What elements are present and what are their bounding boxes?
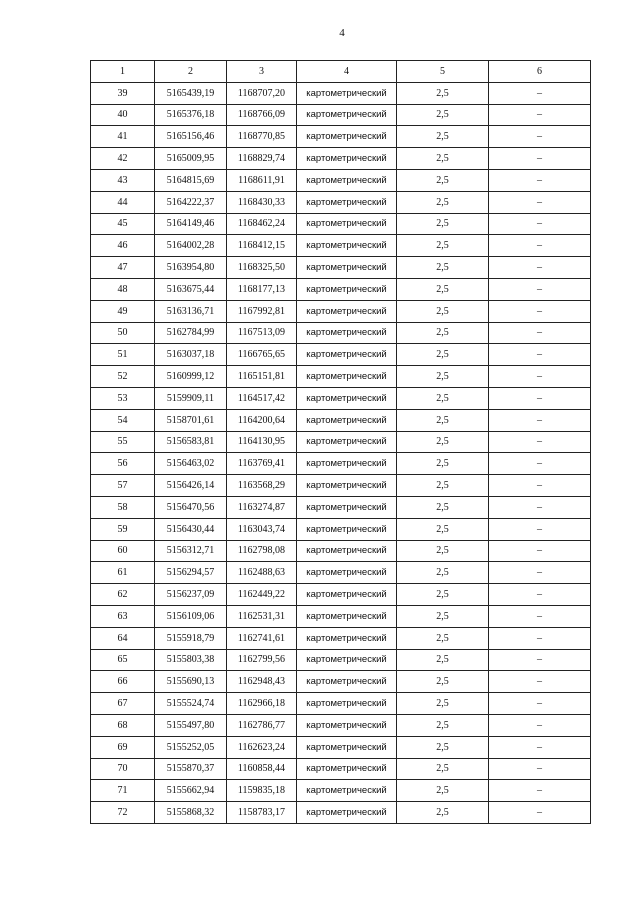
x-coordinate-cell: 5156109,06: [155, 605, 227, 627]
x-coordinate-cell: 5164002,28: [155, 235, 227, 257]
table-row: [91, 649, 591, 671]
note-cell: –: [489, 562, 591, 584]
method-cell: картометрический: [297, 366, 397, 388]
y-coordinate-cell: 1168325,50: [227, 257, 297, 279]
note-cell: –: [489, 300, 591, 322]
y-coordinate-cell: 1168177,13: [227, 278, 297, 300]
y-coordinate-cell: 1162488,63: [227, 562, 297, 584]
accuracy-cell: 2,5: [397, 540, 489, 562]
method-cell: картометрический: [297, 213, 397, 235]
y-coordinate-cell: 1168462,24: [227, 213, 297, 235]
table-row: [91, 475, 591, 497]
table-row: [91, 671, 591, 693]
method-cell: картометрический: [297, 278, 397, 300]
note-cell: –: [489, 104, 591, 126]
table-row: [91, 758, 591, 780]
y-coordinate-cell: 1158783,17: [227, 802, 297, 824]
y-coordinate-cell: 1163274,87: [227, 496, 297, 518]
table-row: [91, 322, 591, 344]
point-number-cell: 68: [91, 714, 155, 736]
point-number-cell: 64: [91, 627, 155, 649]
method-cell: картометрический: [297, 409, 397, 431]
y-coordinate-cell: 1159835,18: [227, 780, 297, 802]
x-coordinate-cell: 5155497,80: [155, 714, 227, 736]
accuracy-cell: 2,5: [397, 518, 489, 540]
y-coordinate-cell: 1168412,15: [227, 235, 297, 257]
table-row: [91, 518, 591, 540]
point-number-cell: 39: [91, 82, 155, 104]
table-row: [91, 257, 591, 279]
x-coordinate-cell: 5155918,79: [155, 627, 227, 649]
note-cell: –: [489, 736, 591, 758]
method-cell: картометрический: [297, 104, 397, 126]
accuracy-cell: 2,5: [397, 693, 489, 715]
accuracy-cell: 2,5: [397, 758, 489, 780]
point-number-cell: 47: [91, 257, 155, 279]
note-cell: –: [489, 671, 591, 693]
x-coordinate-cell: 5158701,61: [155, 409, 227, 431]
y-coordinate-cell: 1167513,09: [227, 322, 297, 344]
method-cell: картометрический: [297, 191, 397, 213]
x-coordinate-cell: 5156583,81: [155, 431, 227, 453]
note-cell: –: [489, 344, 591, 366]
point-number-cell: 50: [91, 322, 155, 344]
table-row: [91, 780, 591, 802]
note-cell: –: [489, 322, 591, 344]
point-number-cell: 58: [91, 496, 155, 518]
y-coordinate-cell: 1168430,33: [227, 191, 297, 213]
table-row: [91, 496, 591, 518]
y-coordinate-cell: 1163769,41: [227, 453, 297, 475]
method-cell: картометрический: [297, 169, 397, 191]
accuracy-cell: 2,5: [397, 802, 489, 824]
x-coordinate-cell: 5163954,80: [155, 257, 227, 279]
accuracy-cell: 2,5: [397, 671, 489, 693]
y-coordinate-cell: 1160858,44: [227, 758, 297, 780]
x-coordinate-cell: 5155803,38: [155, 649, 227, 671]
point-number-cell: 41: [91, 126, 155, 148]
x-coordinate-cell: 5155690,13: [155, 671, 227, 693]
note-cell: –: [489, 366, 591, 388]
x-coordinate-cell: 5155868,32: [155, 802, 227, 824]
note-cell: –: [489, 126, 591, 148]
table-row: [91, 213, 591, 235]
table-row: [91, 366, 591, 388]
table-row: [91, 104, 591, 126]
accuracy-cell: 2,5: [397, 169, 489, 191]
header-cell: 3: [227, 61, 297, 83]
accuracy-cell: 2,5: [397, 649, 489, 671]
accuracy-cell: 2,5: [397, 387, 489, 409]
x-coordinate-cell: 5164815,69: [155, 169, 227, 191]
accuracy-cell: 2,5: [397, 191, 489, 213]
point-number-cell: 48: [91, 278, 155, 300]
method-cell: картометрический: [297, 257, 397, 279]
y-coordinate-cell: 1165151,81: [227, 366, 297, 388]
point-number-cell: 70: [91, 758, 155, 780]
note-cell: –: [489, 431, 591, 453]
accuracy-cell: 2,5: [397, 344, 489, 366]
y-coordinate-cell: 1168829,74: [227, 148, 297, 170]
table-header-row: [91, 61, 591, 83]
point-number-cell: 51: [91, 344, 155, 366]
y-coordinate-cell: 1168770,85: [227, 126, 297, 148]
note-cell: –: [489, 148, 591, 170]
point-number-cell: 52: [91, 366, 155, 388]
table-row: [91, 409, 591, 431]
coordinates-table: [90, 60, 591, 824]
header-cell: 5: [397, 61, 489, 83]
y-coordinate-cell: 1162786,77: [227, 714, 297, 736]
method-cell: картометрический: [297, 802, 397, 824]
note-cell: –: [489, 169, 591, 191]
y-coordinate-cell: 1164517,42: [227, 387, 297, 409]
note-cell: –: [489, 649, 591, 671]
note-cell: –: [489, 409, 591, 431]
point-number-cell: 63: [91, 605, 155, 627]
x-coordinate-cell: 5160999,12: [155, 366, 227, 388]
y-coordinate-cell: 1162741,61: [227, 627, 297, 649]
point-number-cell: 42: [91, 148, 155, 170]
note-cell: –: [489, 780, 591, 802]
note-cell: –: [489, 213, 591, 235]
table-row: [91, 169, 591, 191]
note-cell: –: [489, 278, 591, 300]
method-cell: картометрический: [297, 540, 397, 562]
method-cell: картометрический: [297, 475, 397, 497]
method-cell: картометрический: [297, 584, 397, 606]
x-coordinate-cell: 5162784,99: [155, 322, 227, 344]
accuracy-cell: 2,5: [397, 453, 489, 475]
point-number-cell: 46: [91, 235, 155, 257]
note-cell: –: [489, 693, 591, 715]
y-coordinate-cell: 1162799,56: [227, 649, 297, 671]
accuracy-cell: 2,5: [397, 780, 489, 802]
method-cell: картометрический: [297, 300, 397, 322]
note-cell: –: [489, 584, 591, 606]
x-coordinate-cell: 5164149,46: [155, 213, 227, 235]
y-coordinate-cell: 1162449,22: [227, 584, 297, 606]
point-number-cell: 56: [91, 453, 155, 475]
point-number-cell: 61: [91, 562, 155, 584]
table-row: [91, 431, 591, 453]
method-cell: картометрический: [297, 693, 397, 715]
point-number-cell: 53: [91, 387, 155, 409]
method-cell: картометрический: [297, 148, 397, 170]
accuracy-cell: 2,5: [397, 82, 489, 104]
accuracy-cell: 2,5: [397, 605, 489, 627]
x-coordinate-cell: 5165009,95: [155, 148, 227, 170]
y-coordinate-cell: 1167992,81: [227, 300, 297, 322]
note-cell: –: [489, 475, 591, 497]
accuracy-cell: 2,5: [397, 409, 489, 431]
accuracy-cell: 2,5: [397, 257, 489, 279]
point-number-cell: 45: [91, 213, 155, 235]
y-coordinate-cell: 1162531,31: [227, 605, 297, 627]
accuracy-cell: 2,5: [397, 104, 489, 126]
x-coordinate-cell: 5159909,11: [155, 387, 227, 409]
accuracy-cell: 2,5: [397, 366, 489, 388]
method-cell: картометрический: [297, 736, 397, 758]
note-cell: –: [489, 453, 591, 475]
accuracy-cell: 2,5: [397, 584, 489, 606]
point-number-cell: 72: [91, 802, 155, 824]
x-coordinate-cell: 5165156,46: [155, 126, 227, 148]
table-row: [91, 714, 591, 736]
method-cell: картометрический: [297, 496, 397, 518]
x-coordinate-cell: 5165376,18: [155, 104, 227, 126]
point-number-cell: 62: [91, 584, 155, 606]
point-number-cell: 67: [91, 693, 155, 715]
x-coordinate-cell: 5163136,71: [155, 300, 227, 322]
x-coordinate-cell: 5156426,14: [155, 475, 227, 497]
y-coordinate-cell: 1166765,65: [227, 344, 297, 366]
table-body: [91, 82, 591, 823]
point-number-cell: 60: [91, 540, 155, 562]
note-cell: –: [489, 387, 591, 409]
y-coordinate-cell: 1164200,64: [227, 409, 297, 431]
y-coordinate-cell: 1168707,20: [227, 82, 297, 104]
point-number-cell: 49: [91, 300, 155, 322]
table-row: [91, 300, 591, 322]
x-coordinate-cell: 5156312,71: [155, 540, 227, 562]
point-number-cell: 59: [91, 518, 155, 540]
x-coordinate-cell: 5156470,56: [155, 496, 227, 518]
note-cell: –: [489, 758, 591, 780]
y-coordinate-cell: 1162948,43: [227, 671, 297, 693]
x-coordinate-cell: 5155252,05: [155, 736, 227, 758]
x-coordinate-cell: 5155662,94: [155, 780, 227, 802]
x-coordinate-cell: 5156237,09: [155, 584, 227, 606]
table-row: [91, 562, 591, 584]
y-coordinate-cell: 1164130,95: [227, 431, 297, 453]
note-cell: –: [489, 627, 591, 649]
table-row: [91, 453, 591, 475]
table-row: [91, 387, 591, 409]
accuracy-cell: 2,5: [397, 496, 489, 518]
note-cell: –: [489, 82, 591, 104]
y-coordinate-cell: 1162966,18: [227, 693, 297, 715]
accuracy-cell: 2,5: [397, 736, 489, 758]
header-cell: 1: [91, 61, 155, 83]
note-cell: –: [489, 191, 591, 213]
method-cell: картометрический: [297, 387, 397, 409]
y-coordinate-cell: 1163043,74: [227, 518, 297, 540]
table-row: [91, 82, 591, 104]
accuracy-cell: 2,5: [397, 475, 489, 497]
x-coordinate-cell: 5164222,37: [155, 191, 227, 213]
accuracy-cell: 2,5: [397, 714, 489, 736]
table-row: [91, 126, 591, 148]
table-row: [91, 693, 591, 715]
x-coordinate-cell: 5156463,02: [155, 453, 227, 475]
table-row: [91, 627, 591, 649]
x-coordinate-cell: 5156294,57: [155, 562, 227, 584]
x-coordinate-cell: 5163675,44: [155, 278, 227, 300]
method-cell: картометрический: [297, 453, 397, 475]
x-coordinate-cell: 5156430,44: [155, 518, 227, 540]
point-number-cell: 44: [91, 191, 155, 213]
note-cell: –: [489, 518, 591, 540]
point-number-cell: 43: [91, 169, 155, 191]
y-coordinate-cell: 1168611,91: [227, 169, 297, 191]
y-coordinate-cell: 1168766,09: [227, 104, 297, 126]
table-row: [91, 278, 591, 300]
accuracy-cell: 2,5: [397, 126, 489, 148]
accuracy-cell: 2,5: [397, 300, 489, 322]
method-cell: картометрический: [297, 344, 397, 366]
method-cell: картометрический: [297, 714, 397, 736]
table-row: [91, 584, 591, 606]
method-cell: картометрический: [297, 758, 397, 780]
table-row: [91, 191, 591, 213]
method-cell: картометрический: [297, 431, 397, 453]
note-cell: –: [489, 802, 591, 824]
accuracy-cell: 2,5: [397, 235, 489, 257]
method-cell: картометрический: [297, 82, 397, 104]
point-number-cell: 69: [91, 736, 155, 758]
x-coordinate-cell: 5163037,18: [155, 344, 227, 366]
accuracy-cell: 2,5: [397, 431, 489, 453]
x-coordinate-cell: 5155524,74: [155, 693, 227, 715]
y-coordinate-cell: 1163568,29: [227, 475, 297, 497]
method-cell: картометрический: [297, 562, 397, 584]
method-cell: картометрический: [297, 322, 397, 344]
header-cell: 2: [155, 61, 227, 83]
accuracy-cell: 2,5: [397, 148, 489, 170]
point-number-cell: 57: [91, 475, 155, 497]
method-cell: картометрический: [297, 126, 397, 148]
note-cell: –: [489, 496, 591, 518]
method-cell: картометрический: [297, 235, 397, 257]
table-row: [91, 802, 591, 824]
point-number-cell: 65: [91, 649, 155, 671]
table-row: [91, 148, 591, 170]
note-cell: –: [489, 605, 591, 627]
accuracy-cell: 2,5: [397, 627, 489, 649]
accuracy-cell: 2,5: [397, 213, 489, 235]
table-row: [91, 540, 591, 562]
table-row: [91, 736, 591, 758]
table-row: [91, 235, 591, 257]
note-cell: –: [489, 257, 591, 279]
point-number-cell: 66: [91, 671, 155, 693]
method-cell: картометрический: [297, 671, 397, 693]
point-number-cell: 71: [91, 780, 155, 802]
method-cell: картометрический: [297, 518, 397, 540]
method-cell: картометрический: [297, 649, 397, 671]
method-cell: картометрический: [297, 605, 397, 627]
method-cell: картометрический: [297, 627, 397, 649]
point-number-cell: 54: [91, 409, 155, 431]
table-row: [91, 344, 591, 366]
header-cell: 6: [489, 61, 591, 83]
accuracy-cell: 2,5: [397, 278, 489, 300]
x-coordinate-cell: 5155870,37: [155, 758, 227, 780]
note-cell: –: [489, 714, 591, 736]
page-number: 4: [339, 27, 345, 39]
accuracy-cell: 2,5: [397, 562, 489, 584]
note-cell: –: [489, 235, 591, 257]
method-cell: картометрический: [297, 780, 397, 802]
y-coordinate-cell: 1162798,08: [227, 540, 297, 562]
point-number-cell: 55: [91, 431, 155, 453]
note-cell: –: [489, 540, 591, 562]
table-row: [91, 605, 591, 627]
point-number-cell: 40: [91, 104, 155, 126]
y-coordinate-cell: 1162623,24: [227, 736, 297, 758]
x-coordinate-cell: 5165439,19: [155, 82, 227, 104]
accuracy-cell: 2,5: [397, 322, 489, 344]
header-cell: 4: [297, 61, 397, 83]
